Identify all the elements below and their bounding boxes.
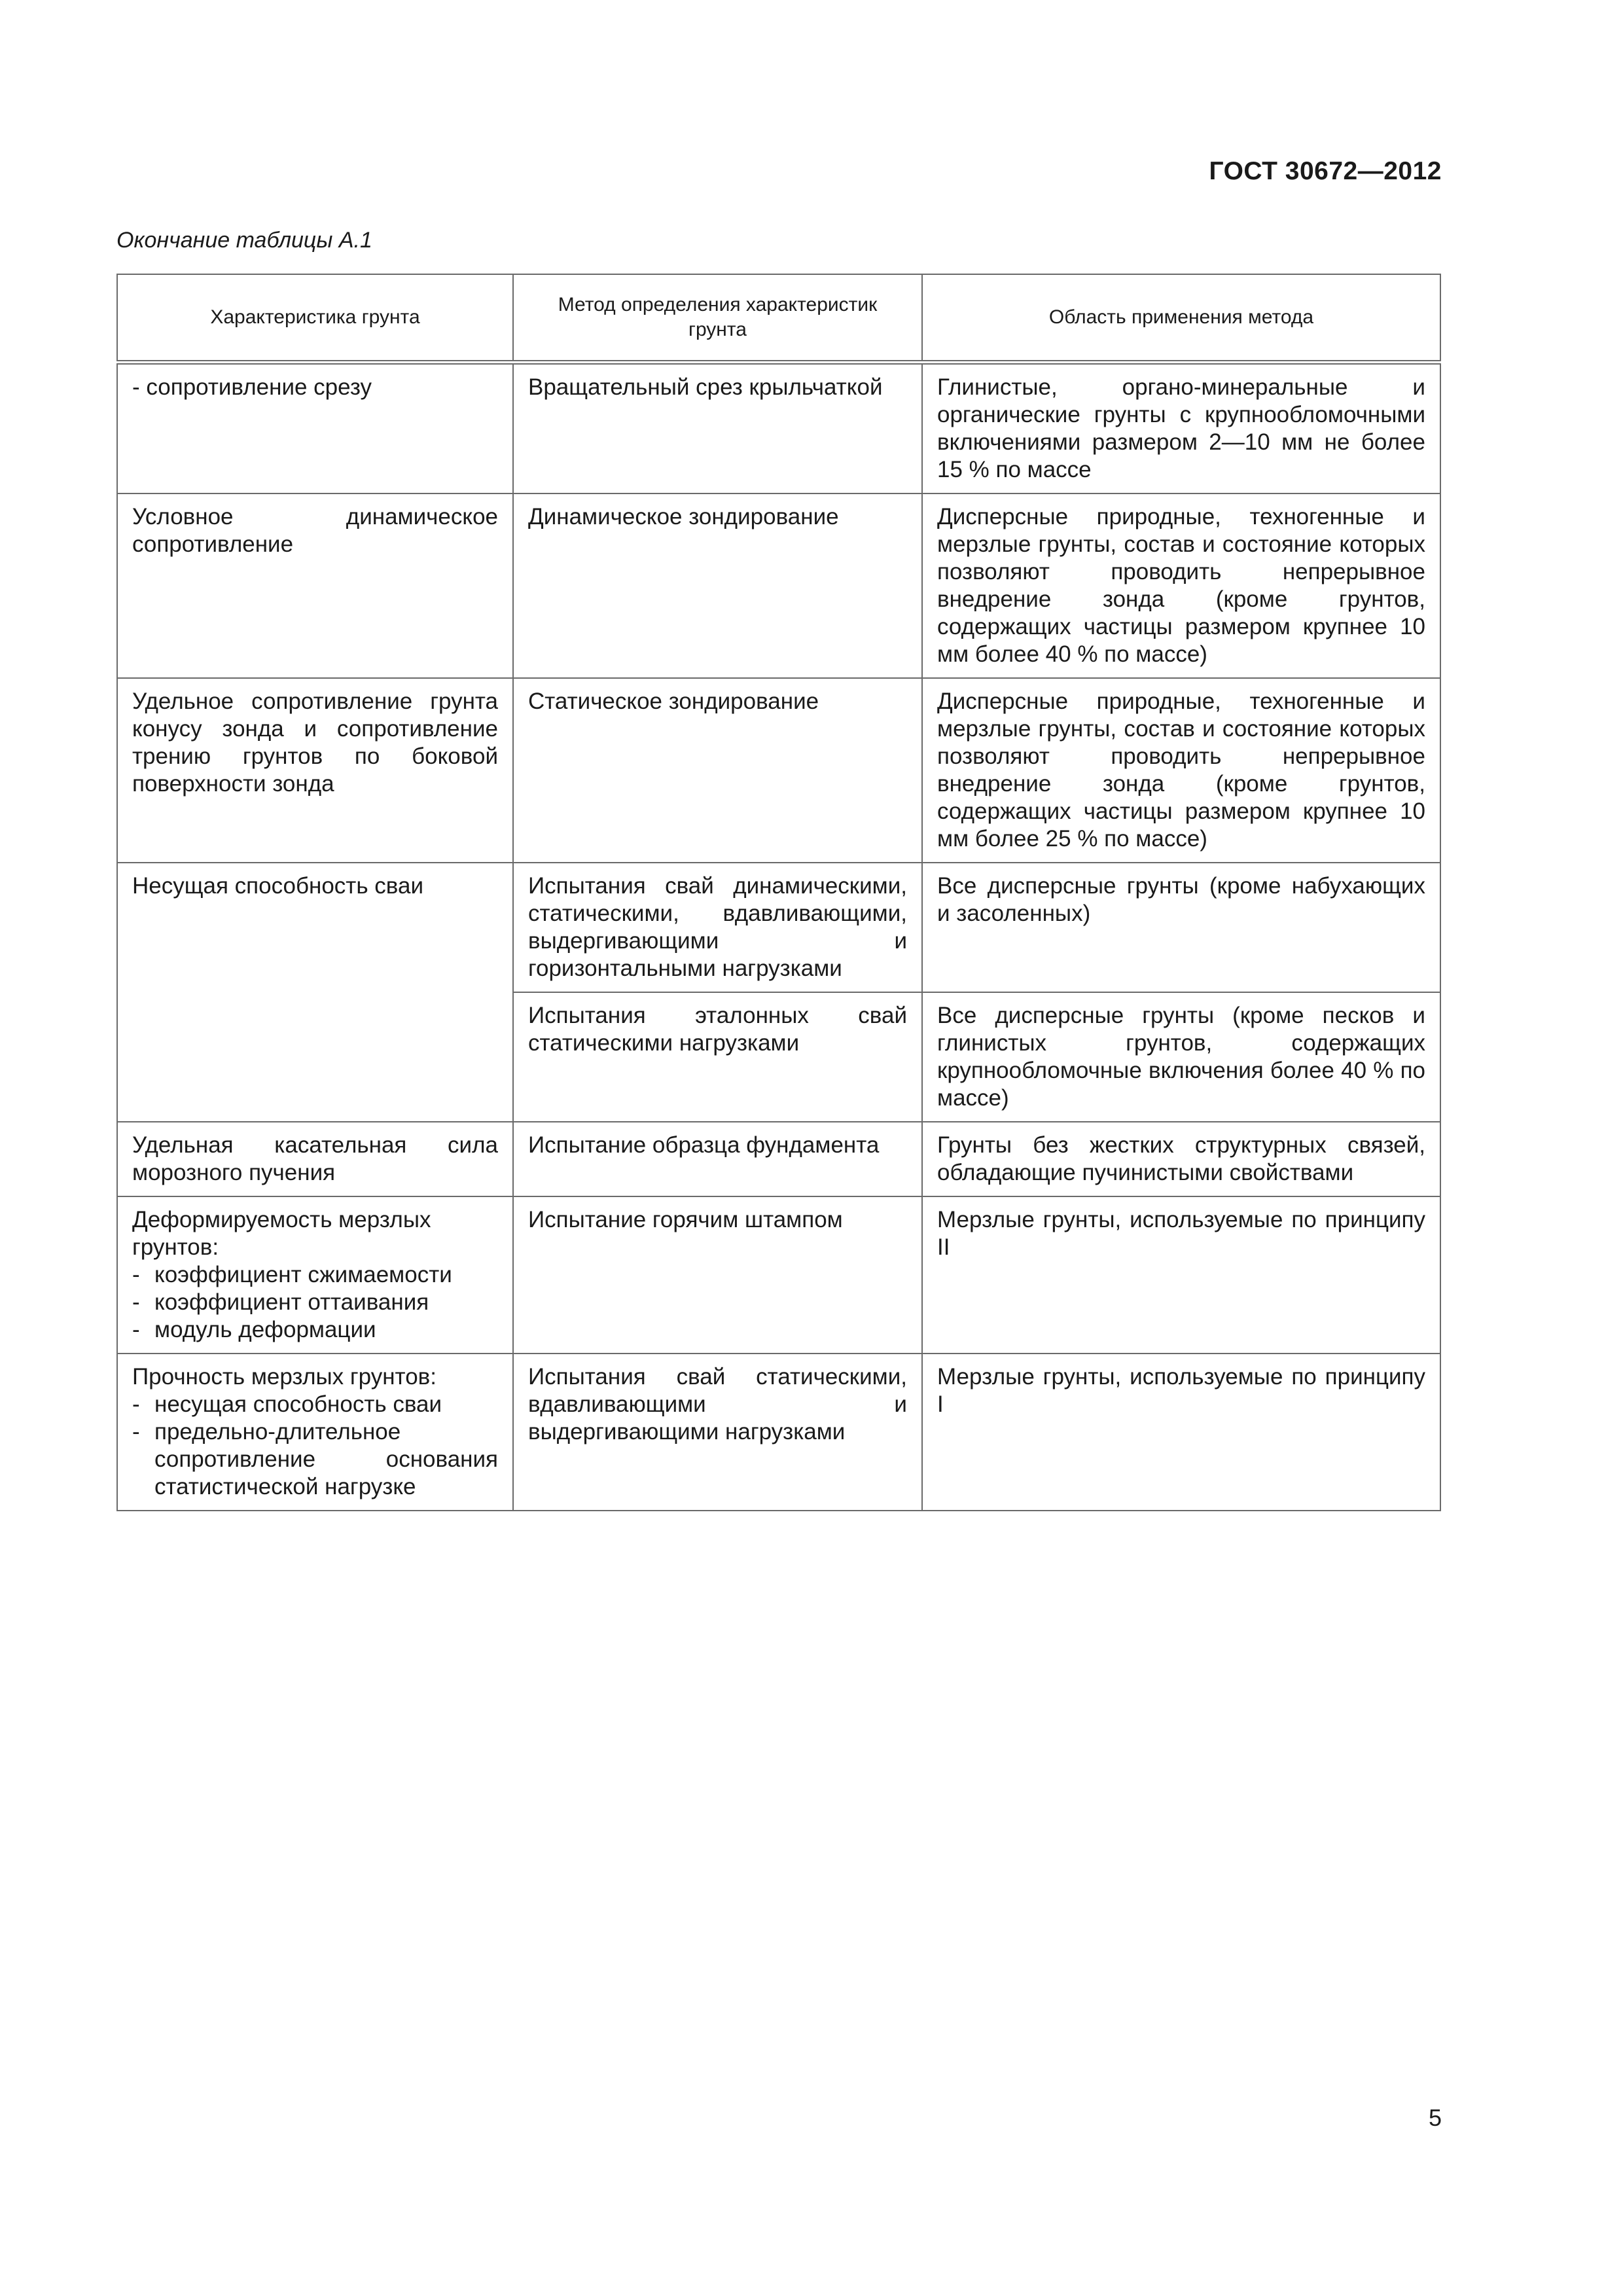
cell-scope: Все дисперсные грунты (кроме песков и глинистых грунтов, содержащих крупнообломочные включения более 40 % по массе) xyxy=(922,992,1440,1122)
characteristic-title: Деформируемость мерзлых грунтов: xyxy=(132,1207,431,1260)
list-item: - несущая способность сваи xyxy=(132,1391,498,1418)
page-number: 5 xyxy=(1428,2104,1442,2131)
column-header-scope: Область применения метода xyxy=(922,274,1440,363)
cell-scope: Глинистые, органо-минеральные и органические грунты с крупнообломочными включениями размером 2—10 мм не более 15 % по массе xyxy=(922,363,1440,494)
cell-characteristic: Условное динамическое сопротивление xyxy=(117,493,513,678)
characteristic-title: Прочность мерзлых грунтов: xyxy=(132,1364,437,1390)
cell-scope: Мерзлые грунты, используемые по принципу I xyxy=(922,1354,1440,1511)
table-row xyxy=(117,363,1440,494)
table-row xyxy=(117,1196,1440,1354)
cell-method: Статическое зондирование xyxy=(513,678,922,863)
cell-method: Испытание образца фундамента xyxy=(513,1122,922,1196)
cell-scope: Грунты без жестких структурных связей, обладающие пучинистыми свойствами xyxy=(922,1122,1440,1196)
cell-scope: Дисперсные природные, техногенные и мерзлые грунты, состав и состояние которых позволяют проводить непрерывное внедрение зонда (кроме грунтов, содержащих частицы размером крупнее 10 мм более 25 % по массе) xyxy=(922,678,1440,863)
table-header-row xyxy=(117,274,1440,363)
column-header-method: Метод определения характеристик грунта xyxy=(513,274,922,363)
standard-code: ГОСТ 30672—2012 xyxy=(1209,157,1442,185)
cell-scope: Дисперсные природные, техногенные и мерзлые грунты, состав и состояние которых позволяют проводить непрерывное внедрение зонда (кроме грунтов, содержащих частицы размером крупнее 10 мм более 40 % по массе) xyxy=(922,493,1440,678)
cell-characteristic: Несущая способность сваи xyxy=(117,863,513,1122)
cell-method: Вращательный срез крыльчаткой xyxy=(513,363,922,494)
cell-method: Испытания эталонных свай статическими нагрузками xyxy=(513,992,922,1122)
cell-method: Испытание горячим штампом xyxy=(513,1196,922,1354)
characteristic-list xyxy=(132,1261,498,1344)
list-item: - модуль деформации xyxy=(132,1316,498,1344)
cell-method: Испытания свай статическими, вдавливающими и выдергивающими нагрузками xyxy=(513,1354,922,1511)
cell-method: Динамическое зондирование xyxy=(513,493,922,678)
cell-characteristic: Удельное сопротивление грунта конусу зонда и сопротивление трению грунтов по боковой поверхности зонда xyxy=(117,678,513,863)
table-row xyxy=(117,493,1440,678)
list-item: - предельно-длительное сопротивление основания статистической нагрузке xyxy=(132,1418,498,1501)
list-item: - коэффициент оттаивания xyxy=(132,1289,498,1316)
cell-scope: Все дисперсные грунты (кроме набухающих и засоленных) xyxy=(922,863,1440,992)
table-row xyxy=(117,1354,1440,1511)
table-row xyxy=(117,1122,1440,1196)
cell-characteristic: - сопротивление срезу xyxy=(117,363,513,494)
table-row xyxy=(117,678,1440,863)
methods-table xyxy=(116,274,1441,1511)
cell-characteristic xyxy=(117,1196,513,1354)
cell-scope: Мерзлые грунты, используемые по принципу II xyxy=(922,1196,1440,1354)
cell-characteristic: Удельная касательная сила морозного пучения xyxy=(117,1122,513,1196)
table-caption: Окончание таблицы А.1 xyxy=(116,228,372,253)
characteristic-list xyxy=(132,1391,498,1501)
cell-method: Испытания свай динамическими, статическими, вдавливающими, выдергивающими и горизонтальными нагрузками xyxy=(513,863,922,992)
table-row xyxy=(117,863,1440,992)
column-header-characteristic: Характеристика грунта xyxy=(117,274,513,363)
list-item: - коэффициент сжимаемости xyxy=(132,1261,498,1289)
cell-characteristic xyxy=(117,1354,513,1511)
